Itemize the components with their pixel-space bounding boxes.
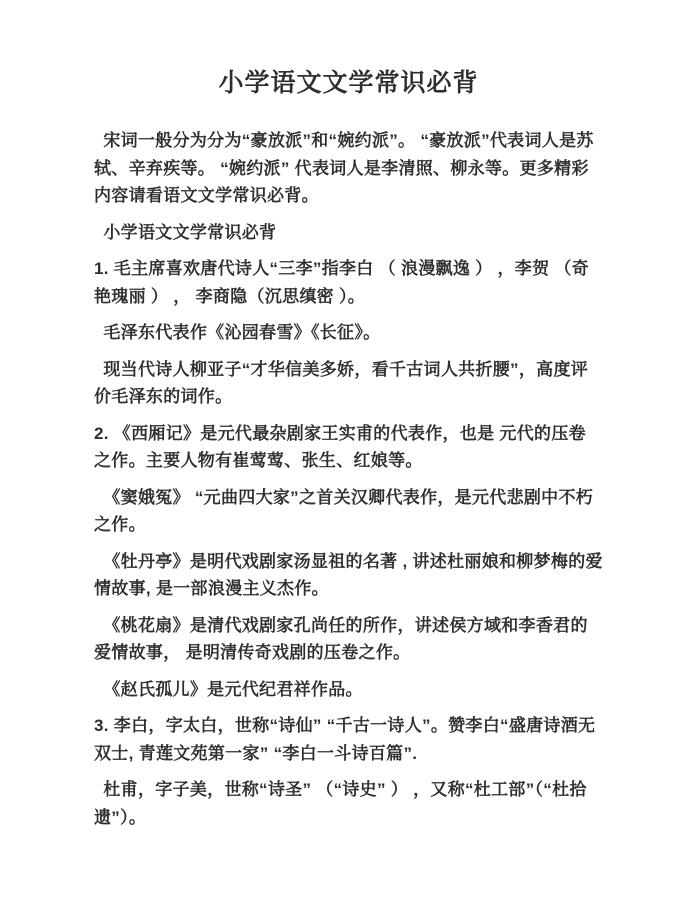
paragraph: 毛泽东代表作《沁园春雪》《长征》。 [103, 323, 381, 342]
paragraph: 1. 毛主席喜欢唐代诗人“三李”指李白 （ 浪漫飘逸 ） ，李贺 （奇艳瑰丽 ） ， 李商隐（沉思缜密 ）。 [94, 259, 590, 306]
page-title: 小学语文文学常识必背 [218, 69, 479, 97]
document-body [94, 127, 603, 831]
paragraph: 《桃花扇》是清代戏剧家孔尚任的所作，讲述侯方域和李香君的爱情故事， 是明清传奇戏剧的压卷之作。 [94, 615, 588, 662]
paragraph: 《赵氏孤儿》是元代纪君祥作品。 [103, 679, 363, 699]
paragraph: 现当代诗人柳亚子“才华信美多娇，看千古词人共折腰”，高度评价毛泽东的词作。 [94, 359, 589, 406]
paragraph: 宋词一般分为分为“豪放派”和“婉约派”。 “豪放派”代表词人是苏轼、辛弃疾等。 “婉约派” 代表词人是李清照、柳永等。更多精彩内容请看语文文学常识必背。 [94, 131, 594, 205]
paragraph: 《牡丹亭》是明代戏剧家汤显祖的名著 , 讲述杜丽娘和柳梦梅的爱情故事, 是一部浪漫主义杰作。 [94, 551, 603, 598]
paragraph: 《窦娥冤》 “元曲四大家”之首关汉卿代表作，是元代悲剧中不朽之作。 [94, 487, 594, 534]
paragraph: 小学语文文学常识必背 [103, 222, 277, 242]
paragraph: 2. 《西厢记》是元代最杂剧家王实甫的代表作，也是 元代的压卷之作。主要人物有崔莺莺、张生、红娘等。 [94, 423, 586, 470]
paragraph: 3. 李白，字太白，世称“诗仙” “千古一诗人”。赞李白“盛唐诗酒无双士, 青莲文苑第一家” “李白一斗诗百篇”. [94, 716, 596, 763]
paragraph: 杜甫，字子美，世称“诗圣” （“诗史” ） ，又称“杜工部”（“杜拾 遗”）。 [94, 780, 587, 827]
